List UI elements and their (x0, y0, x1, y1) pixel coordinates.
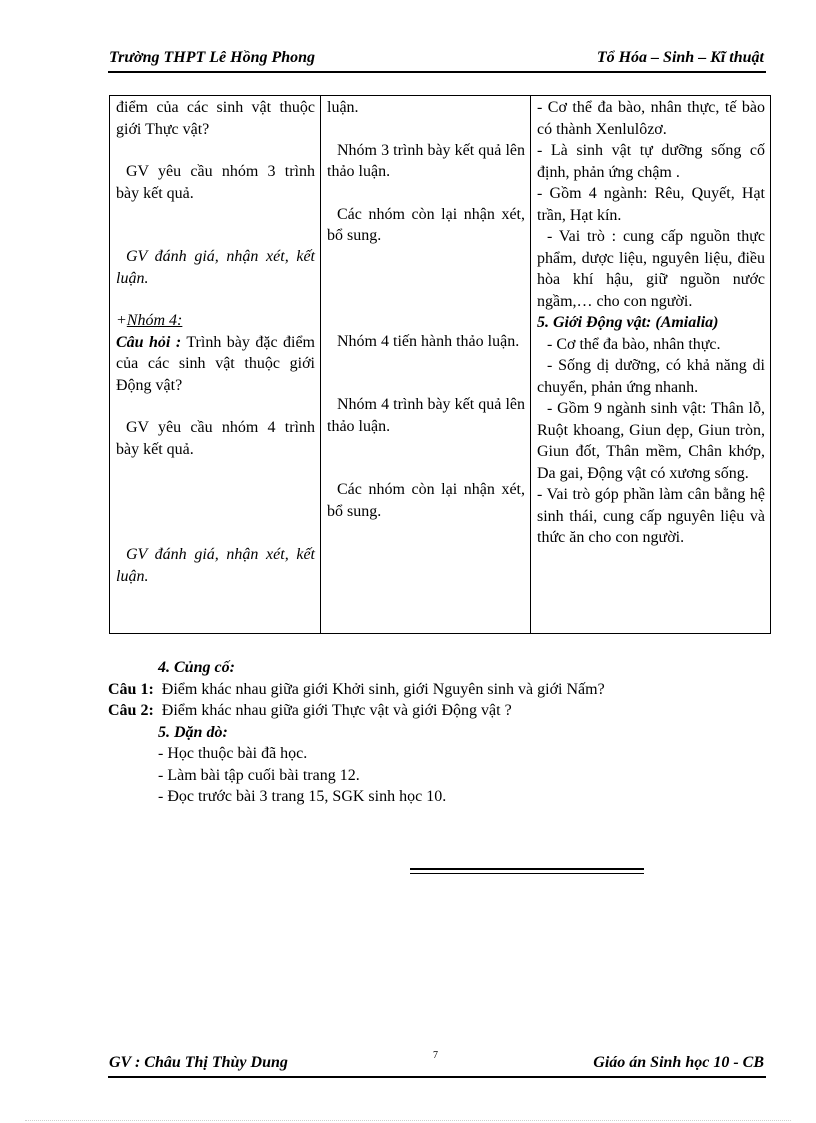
page-bottom-edge (25, 1120, 791, 1121)
question-1-label: Câu 1: (108, 680, 154, 698)
group4-prefix: + (116, 312, 127, 329)
plant-trait-2: - Là sinh vật tự dưỡng sống cố định, phản ứng chậm . (537, 142, 765, 181)
page-number: 7 (433, 1050, 438, 1061)
consolidation-question-2 (108, 700, 768, 722)
section-divider (410, 868, 644, 874)
student-conclusion-continued: luận. (327, 99, 359, 116)
teacher-evaluation-group4: GV đánh giá, nhận xét, kết luận. (116, 546, 315, 585)
plant-trait-1: - Cơ thể đa bào, nhân thực, tế bào có thành Xenlulôzơ. (537, 99, 765, 138)
question-2-label: Câu 2: (108, 702, 154, 719)
teacher-request-group4: GV yêu cầu nhóm 4 trình bày kết quả. (116, 419, 315, 458)
lesson-closing (108, 657, 768, 808)
group4-label: Nhóm 4: (126, 312, 183, 329)
consolidation-question-1 (108, 679, 768, 701)
homework-item: - Đọc trước bài 3 trang 15, SGK sinh học 10. (158, 788, 447, 805)
student-group3-present: Nhóm 3 trình bày kết quả lên thảo luận. (327, 141, 525, 180)
content-cell (531, 96, 771, 634)
teacher-activity-cell (110, 96, 321, 634)
animal-kingdom-heading: 5. Giới Động vật: (Amialia) (537, 314, 719, 331)
plant-role: - Vai trò : cung cấp nguồn thực phẩm, dược liệu, nguyên liệu, điều hòa khí hậu, giữ nguồn nước ngầm,… cho con người. (537, 228, 765, 310)
teacher-name: GV : Châu Thị Thùy Dung (109, 1054, 288, 1071)
animal-role: - Vai trò góp phần làm cân bằng hệ sinh thái, cung cấp nguyên liệu và thức ăn cho con người. (537, 486, 765, 546)
question-2-text: Điểm khác nhau giữa giới Thực vật và giới Động vật ? (161, 702, 512, 719)
teacher-question-continued: điểm của các sinh vật thuộc giới Thực vật? (116, 99, 315, 138)
homework-item: - Làm bài tập cuối bài trang 12. (158, 766, 360, 784)
student-group4-discuss: Nhóm 4 tiến hành thảo luận. (337, 332, 520, 350)
document-title: Giáo án Sinh học 10 - CB (593, 1054, 764, 1071)
teacher-evaluation-group3: GV đánh giá, nhận xét, kết luận. (116, 248, 315, 287)
animal-trait-1: - Cơ thể đa bào, nhân thực. (547, 335, 721, 353)
student-group4-present: Nhóm 4 trình bày kết quả lên thảo luận. (327, 396, 525, 435)
question-1-text: Điểm khác nhau giữa giới Khởi sinh, giới Nguyên sinh và giới Nấm? (161, 680, 605, 698)
student-group3-feedback: Các nhóm còn lại nhận xét, bổ sung. (327, 205, 525, 244)
school-name: Trường THPT Lê Hồng Phong (109, 49, 316, 66)
homework-heading: 5. Dặn dò: (158, 723, 228, 741)
homework-item: - Học thuộc bài đã học. (158, 745, 308, 762)
consolidation-heading: 4. Củng cố: (158, 659, 235, 676)
question-label: Câu hỏi : (116, 333, 182, 351)
page-header (108, 49, 766, 73)
lesson-table (109, 95, 771, 634)
teacher-request-group3: GV yêu cầu nhóm 3 trình bày kết quả. (116, 163, 315, 202)
plant-trait-3: - Gồm 4 ngành: Rêu, Quyết, Hạt trần, Hạt kín. (537, 185, 765, 224)
animal-trait-2: - Sống dị dưỡng, có khả năng di chuyển, phản ứng nhanh. (537, 357, 765, 396)
question-text: Trình bày đặc điểm của các sinh vật thuộc giới Động vật? (116, 333, 315, 394)
group4-question (116, 332, 315, 397)
student-group4-feedback: Các nhóm còn lại nhận xét, bổ sung. (327, 481, 525, 520)
group4-heading (116, 310, 315, 332)
table-row (110, 96, 771, 634)
page-footer (108, 1050, 766, 1078)
animal-trait-3: - Gồm 9 ngành sinh vật: Thân lỗ, Ruột khoang, Giun dẹp, Giun tròn, Giun đốt, Thân mềm, Chân khớp, Da gai, Động vật có xương sống. (537, 400, 765, 482)
student-activity-cell (321, 96, 531, 634)
department-name: Tổ Hóa – Sinh – Kĩ thuật (596, 49, 764, 66)
